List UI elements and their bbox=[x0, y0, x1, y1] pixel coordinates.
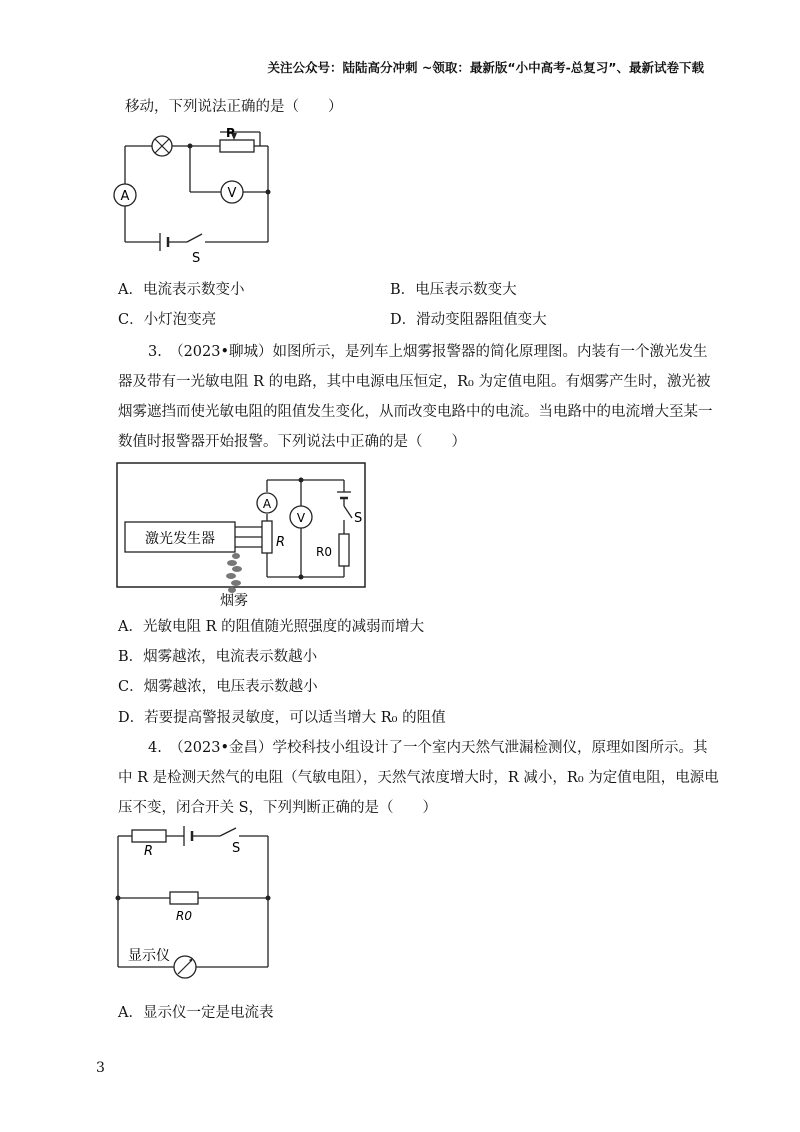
display-label: 显示仪 bbox=[128, 948, 170, 964]
q3-stem-line: 烟雾遮挡而使光敏电阻的阻值发生变化，从而改变电路中的电流。当电路中的电流增大至某一 bbox=[118, 404, 713, 420]
switch-label: S bbox=[232, 841, 241, 856]
q3-option-d[interactable]: D．若要提高警报灵敏度，可以适当增大 R₀ 的阻值 bbox=[118, 710, 446, 726]
q3-stem-line: 数值时报警器开始报警。下列说法中正确的是（ ） bbox=[118, 434, 466, 450]
voltmeter-label: V bbox=[227, 186, 237, 201]
q4-stem-line: 4. （2023•金昌）学校科技小组设计了一个室内天然气泄漏检测仪，原理如图所示。其 bbox=[148, 740, 708, 756]
q3-option-b[interactable]: B．烟雾越浓，电流表示数越小 bbox=[118, 649, 318, 665]
q2-option-a[interactable]: A．电流表示数变小 bbox=[118, 282, 245, 298]
switch-label: S bbox=[354, 511, 363, 526]
q4-stem-line: 中 R 是检测天然气的电阻（气敏电阻），天然气浓度增大时，R 减小，R₀ 为定值电阻，电源电 bbox=[118, 770, 719, 786]
q3-stem bbox=[118, 337, 713, 457]
q4-stem bbox=[118, 733, 719, 823]
page-header: 关注公众号：陆陆高分冲刺 ~领取：最新版“小中高考-总复习”、最新试卷下载 bbox=[267, 60, 704, 75]
q3-option-a[interactable]: A．光敏电阻 R 的阻值随光照强度的减弱而增大 bbox=[118, 619, 425, 635]
q2-stem-tail: 移动，下列说法正确的是（ ） bbox=[125, 99, 343, 115]
switch-label: S bbox=[192, 251, 201, 266]
q3-circuit-diagram bbox=[116, 460, 368, 610]
laser-label: 激光发生器 bbox=[145, 531, 215, 547]
r-label: R bbox=[144, 844, 154, 859]
page-number: 3 bbox=[96, 1060, 105, 1076]
lamp-icon bbox=[152, 136, 172, 156]
ammeter-label: A bbox=[262, 497, 272, 511]
q2-option-c[interactable]: C．小灯泡变亮 bbox=[118, 312, 217, 328]
r-label: R bbox=[276, 535, 286, 550]
q4-circuit-diagram bbox=[110, 822, 285, 982]
r0-label: R0 bbox=[176, 909, 192, 923]
q4-stem-line: 压不变，闭合开关 S，下列判断正确的是（ ） bbox=[118, 800, 438, 816]
q2-circuit-diagram bbox=[110, 124, 280, 274]
photoresistor-r bbox=[262, 521, 272, 553]
smoke-label: 烟雾 bbox=[220, 593, 248, 609]
q3-stem-line: 器及带有一光敏电阻 R 的电路，其中电源电压恒定，R₀ 为定值电阻。有烟雾产生时，激光被 bbox=[118, 374, 711, 390]
q4-option-a[interactable]: A．显示仪一定是电流表 bbox=[118, 1005, 274, 1021]
ammeter-label: A bbox=[120, 189, 130, 204]
r0-label: R0 bbox=[316, 545, 332, 559]
q3-stem-line: 3. （2023•聊城）如图所示，是列车上烟雾报警器的简化原理图。内装有一个激光发生 bbox=[148, 344, 708, 360]
q3-option-c[interactable]: C．烟雾越浓，电压表示数越小 bbox=[118, 679, 318, 695]
slider-p-label: P bbox=[226, 126, 235, 140]
q2-option-b[interactable]: B．电压表示数变大 bbox=[390, 282, 517, 298]
voltmeter-label: V bbox=[296, 511, 306, 525]
q2-option-d[interactable]: D．滑动变阻器阻值变大 bbox=[390, 312, 547, 328]
